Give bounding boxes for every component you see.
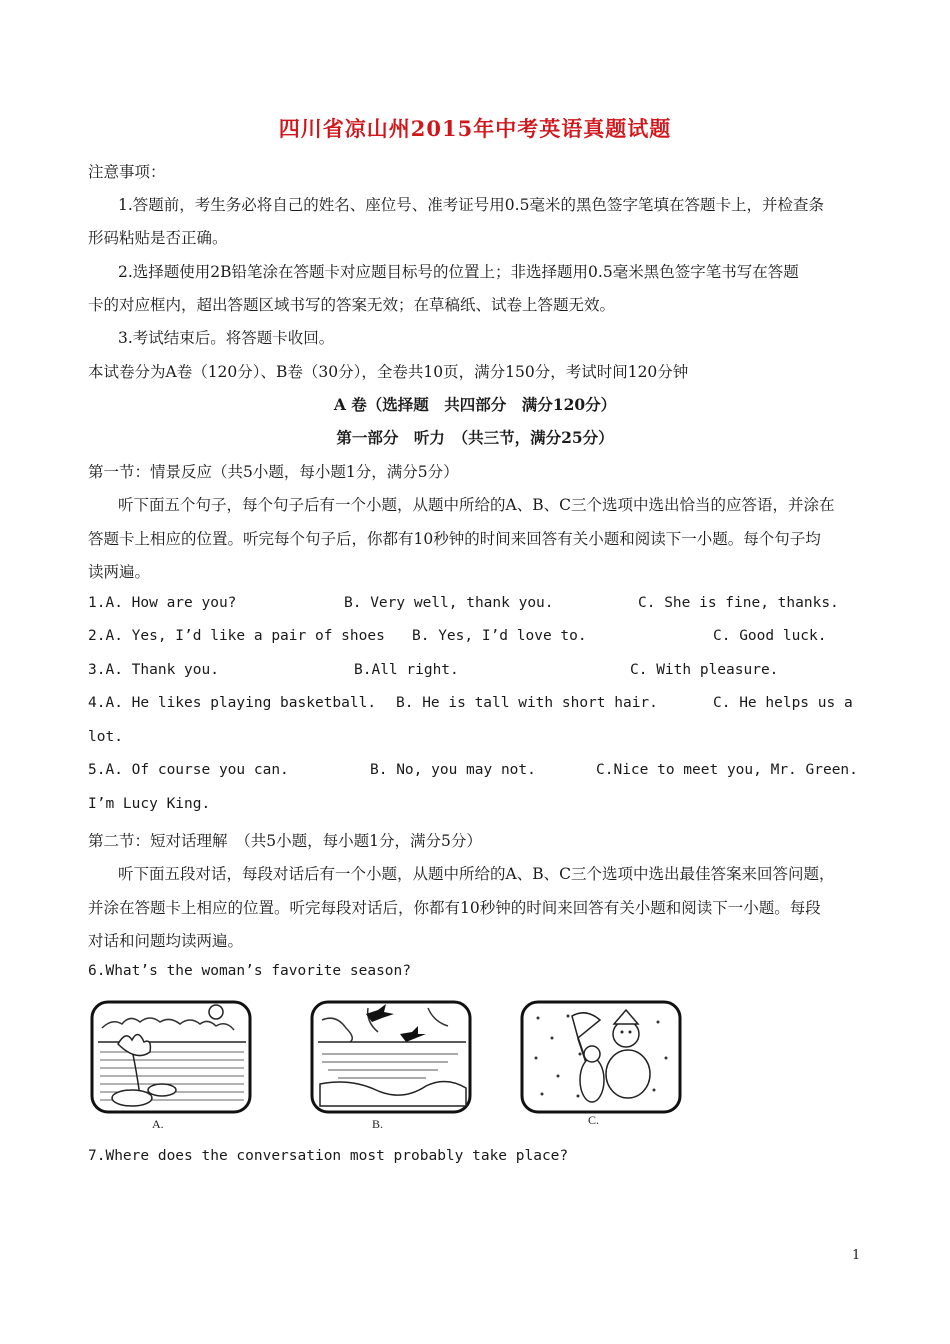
section-2-instruction-line-3: 对话和问题均读两遍。 [88, 932, 244, 950]
picture-b-autumn-birds [308, 998, 478, 1134]
notice-item-1-line-1: 1.答题前，考生务必将自己的姓名、座位号、准考证号用0.5毫米的黑色签字笔填在答题卡上，并检查条 [118, 196, 824, 214]
notice-item-3: 3.考试结束后。将答题卡收回。 [118, 329, 335, 347]
q3-option-a: 3.A. Thank you. [88, 662, 219, 678]
q2-option-a: 2.A. Yes, I’d like a pair of shoes [88, 628, 385, 644]
question-7: 7.Where does the conversation most probably take place? [88, 1148, 569, 1164]
q4-option-c: C. He helps us a [713, 695, 853, 711]
section-1-heading: 第一节：情景反应（共5小题，每小题1分，满分5分） [88, 463, 459, 481]
picture-a-label: A. [152, 1117, 164, 1131]
q1-option-a: 1.A. How are you? [88, 595, 237, 611]
section-a-heading: A 卷（选择题 共四部分 满分120分） [333, 395, 617, 414]
paper-info: 本试卷分为A卷（120分）、B卷（30分），全卷共10页，满分150分，考试时间120分钟 [88, 363, 689, 381]
section-1-instruction-line-1: 听下面五个句子，每个句子后有一个小题，从题中所给的A、B、C三个选项中选出恰当的应答语，并涂在 [118, 496, 835, 514]
q5-option-c: C.Nice to meet you, Mr. Green. [596, 762, 858, 778]
page-number: 1 [852, 1248, 861, 1263]
section-1-instruction-line-3: 读两遍。 [88, 563, 151, 581]
notice-heading: 注意事项： [88, 163, 166, 181]
q4-option-c-continued: lot. [88, 729, 123, 745]
q5-option-b: B. No, you may not. [370, 762, 536, 778]
q2-option-b: B. Yes, I’d love to. [412, 628, 587, 644]
q1-option-c: C. She is fine, thanks. [638, 595, 839, 611]
part-1-heading: 第一部分 听力 （共三节，满分25分） [336, 428, 614, 447]
q5-option-a: 5.A. Of course you can. [88, 762, 289, 778]
q3-option-b: B.All right. [354, 662, 459, 678]
question-6: 6.What’s the woman’s favorite season? [88, 963, 412, 979]
picture-a-summer-lotus [88, 998, 258, 1134]
q5-option-c-continued: I’m Lucy King. [88, 796, 211, 812]
section-2-heading: 第二节：短对话理解 （共5小题，每小题1分，满分5分） [88, 832, 482, 850]
q3-option-c: C. With pleasure. [630, 662, 779, 678]
section-1-instruction-line-2: 答题卡上相应的位置。听完每个句子后，你都有10秒钟的时间来回答有关小题和阅读下一小题。每个句子均 [88, 530, 821, 548]
section-2-instruction-line-2: 并涂在答题卡上相应的位置。听完每段对话后，你都有10秒钟的时间来回答有关小题和阅读下一小题。每段 [88, 899, 821, 917]
notice-item-2-line-1: 2.选择题使用2B铅笔涂在答题卡对应题目标号的位置上；非选择题用0.5毫米黑色签字笔书写在答题 [118, 263, 799, 281]
picture-c-label: C. [588, 1113, 600, 1127]
page-title: 四川省凉山州2015年中考英语真题试题 [278, 116, 672, 141]
notice-item-1-line-2: 形码粘贴是否正确。 [88, 229, 228, 247]
q4-option-b: B. He is tall with short hair. [396, 695, 658, 711]
picture-b-label: B. [372, 1117, 384, 1131]
notice-item-2-line-2: 卡的对应框内，超出答题区域书写的答案无效；在草稿纸、试卷上答题无效。 [88, 296, 616, 314]
q4-option-a: 4.A. He likes playing basketball. [88, 695, 377, 711]
q1-option-b: B. Very well, thank you. [344, 595, 554, 611]
q2-option-c: C. Good luck. [713, 628, 827, 644]
picture-c-winter-snowman [518, 998, 688, 1134]
section-2-instruction-line-1: 听下面五段对话，每段对话后有一个小题，从题中所给的A、B、C三个选项中选出最佳答案来回答问题， [118, 865, 835, 883]
